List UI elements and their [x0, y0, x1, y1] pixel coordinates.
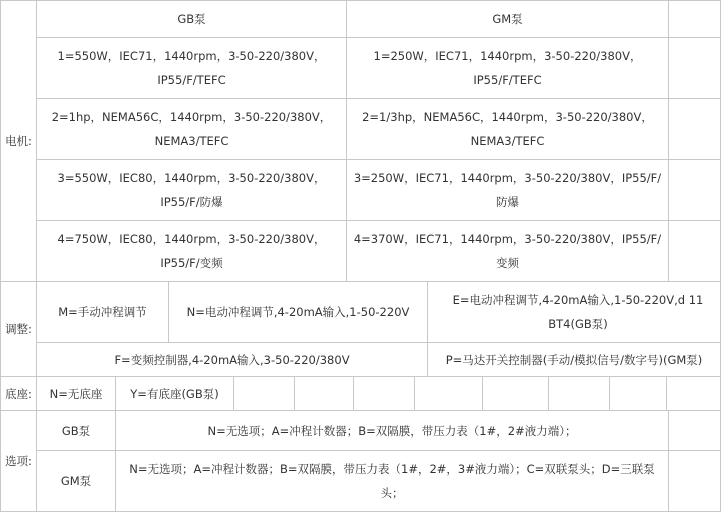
empty-cell [295, 377, 354, 411]
empty-cell [669, 160, 721, 221]
empty-cell [415, 377, 483, 411]
base-label: 底座: [0, 377, 37, 411]
empty-cell [610, 377, 667, 411]
motor-gm-4: 4=370W，IEC71，1440rpm，3-50-220/380V，IP55/F/变频 [347, 221, 669, 282]
header-gb: GB泵 [37, 0, 347, 38]
base-n: N=无底座 [37, 377, 116, 411]
adjust-m: M=手动冲程调节 [37, 282, 169, 343]
empty-cell [667, 377, 721, 411]
motor-gb-1: 1=550W，IEC71，1440rpm，3-50-220/380V，IP55/F/TEFC [37, 38, 347, 99]
options-gb-label: GB泵 [37, 411, 116, 451]
motor-label: 电机: [0, 0, 37, 282]
motor-gb-4: 4=750W，IEC80，1440rpm，3-50-220/380V，IP55/F/变频 [37, 221, 347, 282]
options-gm-text: N=无选项；A=冲程计数器；B=双隔膜，带压力表（1#，2#，3#液力端）；C=双联泵头；D=三联泵头； [116, 451, 669, 512]
empty-cell [669, 38, 721, 99]
empty-cell [669, 411, 721, 451]
options-gm-label: GM泵 [37, 451, 116, 512]
adjust-n: N=电动冲程调节,4-20mA输入,1-50-220V [169, 282, 428, 343]
adjust-p: P=马达开关控制器(手动/模拟信号/数字号)(GM泵) [428, 343, 721, 377]
empty-cell [549, 377, 610, 411]
empty-cell [669, 221, 721, 282]
motor-gm-1: 1=250W，IEC71，1440rpm，3-50-220/380V，IP55/F/TEFC [347, 38, 669, 99]
empty-cell [234, 377, 295, 411]
empty-cell [354, 377, 415, 411]
adjust-e: E=电动冲程调节,4-20mA输入,1-50-220V,d 11 BT4(GB泵) [428, 282, 721, 343]
motor-gb-3: 3=550W，IEC80，1440rpm，3-50-220/380V，IP55/F/防爆 [37, 160, 347, 221]
motor-gm-3: 3=250W，IEC71，1440rpm，3-50-220/380V，IP55/F/防爆 [347, 160, 669, 221]
options-gb-text: N=无选项；A=冲程计数器；B=双隔膜，带压力表（1#，2#液力端）； [116, 411, 669, 451]
base-y: Y=有底座(GB泵) [116, 377, 234, 411]
empty-cell [669, 0, 721, 38]
empty-cell [669, 451, 721, 512]
empty-cell [483, 377, 549, 411]
empty-cell [669, 99, 721, 160]
adjust-label: 调整: [0, 282, 37, 377]
adjust-f: F=变频控制器,4-20mA输入,3-50-220/380V [37, 343, 428, 377]
options-label: 选项: [0, 411, 37, 512]
motor-gb-2: 2=1hp，NEMA56C，1440rpm，3-50-220/380V，NEMA3/TEFC [37, 99, 347, 160]
header-gm: GM泵 [347, 0, 669, 38]
motor-gm-2: 2=1/3hp，NEMA56C，1440rpm，3-50-220/380V，NEMA3/TEFC [347, 99, 669, 160]
